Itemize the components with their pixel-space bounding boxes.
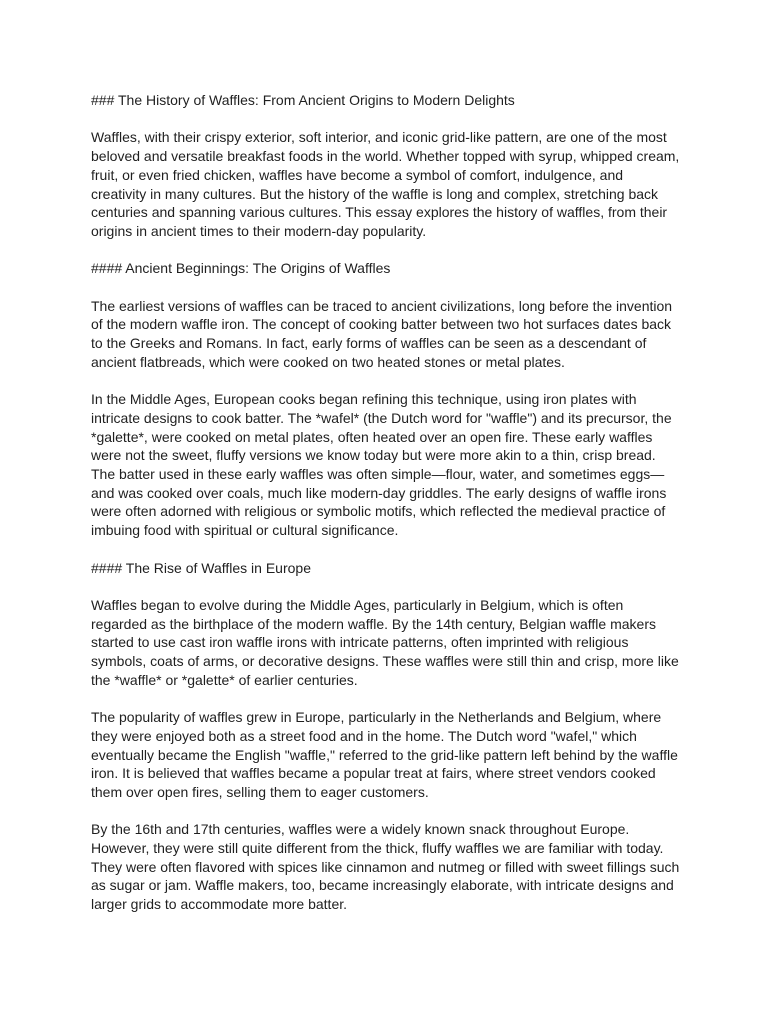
document-title: ### The History of Waffles: From Ancient Origins to Modern Delights — [91, 92, 515, 108]
paragraph-europe-2: The popularity of waffles grew in Europe, particularly in the Netherlands and Belgium, where they were enjoyed both as a street food and in the home. The Dutch word "wafel," which eventually became the English "waffle," referred to the grid-like pattern left behind by the waffle iron. It is believed that waffles became a popular treat at fairs, where street vendors cooked them over open fires, selling them to eager customers. — [91, 709, 678, 800]
intro-paragraph: Waffles, with their crispy exterior, soft interior, and iconic grid-like pattern, are one of the most beloved and versatile breakfast foods in the world. Whether topped with syrup, whipped cream, fruit, or even fried chicken, waffles have become a symbol of comfort, indulgence, and creativity in many cultures. But the history of the waffle is long and complex, stretching back centuries and spanning various cultures. This essay explores the history of waffles, from their origins in ancient times to their modern-day popularity. — [91, 129, 680, 239]
section-heading-ancient-beginnings: #### Ancient Beginnings: The Origins of Waffles — [91, 260, 391, 277]
paragraph-europe-3: By the 16th and 17th centuries, waffles were a widely known snack throughout Europe. However, they were still quite different from the thick, fluffy waffles we are familiar with today. They were often flavored with spices like cinnamon and nutmeg or filled with sweet fillings such as sugar or jam. Waffle makers, too, became increasingly elaborate, with intricate designs and larger grids to accommodate more batter. — [91, 821, 680, 913]
paragraph-ancient-2: In the Middle Ages, European cooks began refining this technique, using iron plates with intricate designs to cook batter. The *wafel* (the Dutch word for "waffle") and its precursor, the *galette*, were cooked on metal plates, often heated over an open fire. These early waffles were not the sweet, fluffy versions we know today but were more akin to a thin, crisp bread. The batter used in these early waffles was often simple—flour, water, and sometimes eggs—and was cooked over coals, much like modern-day griddles. The early designs of waffle irons were often adorned with religious or symbolic motifs, which reflected the medieval practice of imbuing food with spiritual or cultural significance. — [91, 391, 672, 539]
paragraph-europe-1: Waffles began to evolve during the Middle Ages, particularly in Belgium, which is often regarded as the birthplace of the modern waffle. By the 14th century, Belgian waffle makers started to use cast iron waffle irons with intricate patterns, often imprinted with religious symbols, coats of arms, or decorative designs. These waffles were still thin and crisp, more like the *waffle* or *galette* of earlier centuries. — [91, 596, 679, 688]
section-heading-rise-in-europe: #### The Rise of Waffles in Europe — [91, 559, 311, 576]
paragraph-ancient-1: The earliest versions of waffles can be traced to ancient civilizations, long before the invention of the modern waffle iron. The concept of cooking batter between two hot surfaces dates back to the Greeks and Romans. In fact, early forms of waffles can be seen as a descendant of ancient flatbreads, which were cooked on two heated stones or metal plates. — [91, 297, 673, 370]
document-page — [91, 91, 681, 933]
